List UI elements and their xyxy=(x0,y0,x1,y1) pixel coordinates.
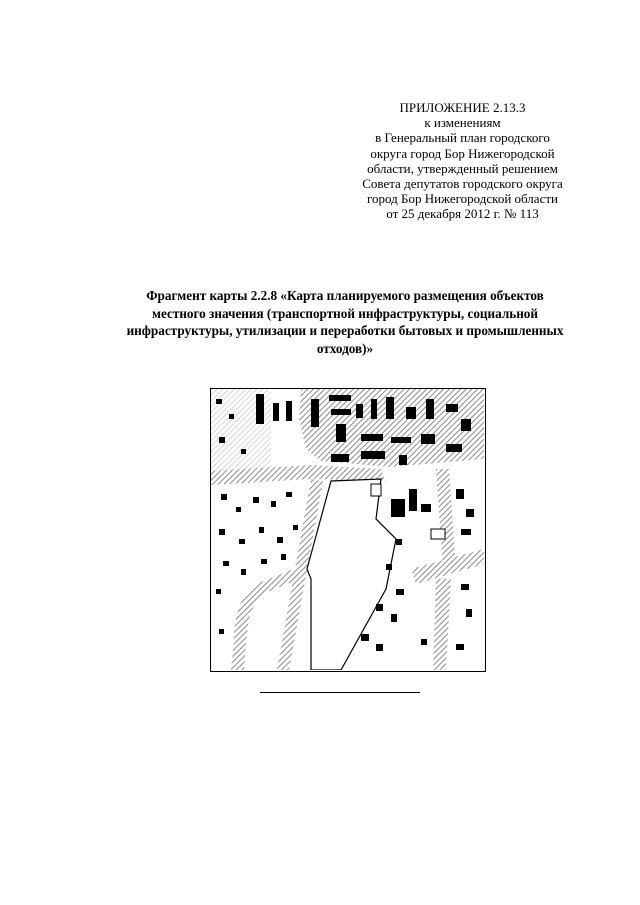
title-line: местного значения (транспортной инфраструктуры, социальной xyxy=(151,305,538,321)
appendix-line: к изменениям xyxy=(424,115,501,131)
appendix-line: город Бор Нижегородской области xyxy=(367,191,558,207)
title-line: инфраструктуры, утилизации и переработки бытовых и промышленных xyxy=(126,323,564,338)
appendix-header xyxy=(330,100,595,222)
appendix-line: в Генеральный план городского xyxy=(375,130,550,146)
document-title xyxy=(95,287,595,357)
map-fragment xyxy=(210,388,486,672)
title-line: Фрагмент карты 2.2.8 «Карта планируемого размещения объектов xyxy=(146,288,544,303)
appendix-line: ПРИЛОЖЕНИЕ 2.13.3 xyxy=(399,100,526,115)
separator-line xyxy=(260,692,420,693)
appendix-line: области, утвержденный решением xyxy=(367,160,558,176)
title-line: отходов)» xyxy=(316,340,374,356)
appendix-line: Совета депутатов городского округа xyxy=(362,176,563,192)
appendix-line: от 25 декабря 2012 г. № 113 xyxy=(386,206,539,222)
map-fragment-icon xyxy=(211,389,484,670)
appendix-line: округа город Бор Нижегородской xyxy=(370,145,555,161)
